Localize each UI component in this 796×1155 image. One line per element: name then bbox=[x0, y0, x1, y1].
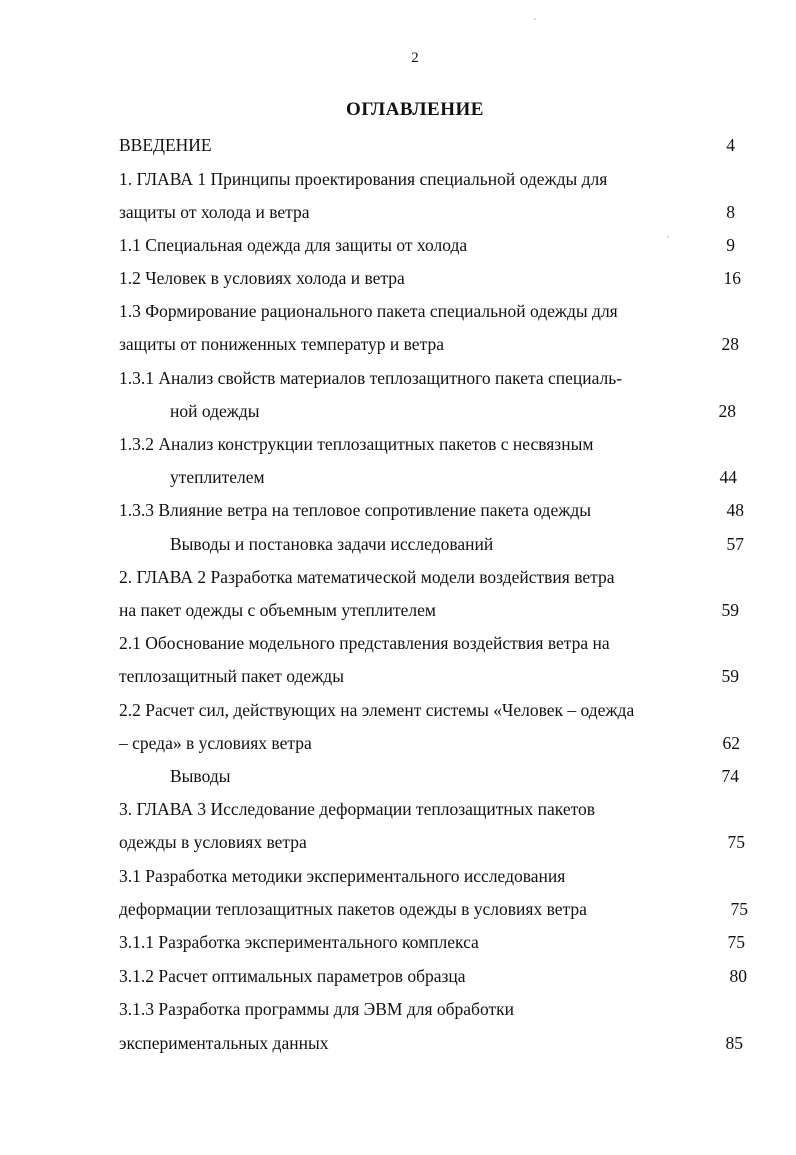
toc-entry-text: одежды в условиях ветра bbox=[119, 832, 307, 852]
toc-entry-text: 3.1.3 Разработка программы для ЭВМ для обработки bbox=[119, 999, 514, 1019]
toc-entry-page: 59 bbox=[721, 666, 739, 686]
toc-entry-page: 8 bbox=[726, 202, 735, 222]
toc-entry-text: ной одежды bbox=[170, 401, 260, 421]
toc-entry-text: 3. ГЛАВА 3 Исследование деформации теплозащитных пакетов bbox=[119, 799, 596, 819]
toc-entry-text: Выводы bbox=[170, 766, 231, 786]
toc-entry-text: ВВЕДЕНИЕ bbox=[119, 135, 212, 155]
toc-entry-page: 74 bbox=[721, 766, 739, 786]
toc-entry-text: 2.1 Обоснование модельного представления воздействия ветра на bbox=[119, 633, 610, 653]
toc-entry-page: 59 bbox=[721, 600, 739, 620]
toc-entry-page: 28 bbox=[721, 334, 739, 354]
toc-entry-page: 28 bbox=[718, 401, 736, 421]
toc-entry-text: 3.1.2 Расчет оптимальных параметров образца bbox=[119, 966, 466, 986]
toc-entry-text: 1.3.2 Анализ конструкции теплозащитных пакетов с несвязным bbox=[119, 434, 594, 454]
toc-entry-page: 9 bbox=[726, 235, 735, 255]
toc-entry-text: 2. ГЛАВА 2 Разработка математической модели воздействия ветра bbox=[119, 567, 615, 587]
toc-entry-text: на пакет одежды с объемным утеплителем bbox=[119, 600, 436, 620]
scan-speck bbox=[667, 236, 669, 238]
toc-entry-text: утеплителем bbox=[170, 467, 265, 487]
toc-entry-page: 80 bbox=[729, 966, 747, 986]
toc-entry-text: 3.1.1 Разработка экспериментального комплекса bbox=[119, 932, 479, 952]
toc-entry-text: деформации теплозащитных пакетов одежды в условиях ветра bbox=[119, 899, 587, 919]
toc-entry-text: Выводы и постановка задачи исследований bbox=[170, 534, 494, 554]
toc-entry-text: экспериментальных данных bbox=[119, 1033, 329, 1053]
toc-entry-page: 4 bbox=[726, 135, 735, 155]
toc-entry-text: – среда» в условиях ветра bbox=[119, 733, 312, 753]
toc-entry-text: 1.3.3 Влияние ветра на тепловое сопротивление пакета одежды bbox=[119, 500, 591, 520]
toc-entry-text: защиты от холода и ветра bbox=[119, 202, 310, 222]
toc-entry-page: 16 bbox=[723, 268, 741, 288]
toc-entry-text: теплозащитный пакет одежды bbox=[119, 666, 344, 686]
toc-entry-text: 1.3 Формирование рационального пакета специальной одежды для bbox=[119, 301, 618, 321]
page-number: 2 bbox=[411, 50, 419, 66]
toc-entry-page: 75 bbox=[727, 832, 745, 852]
scan-speck bbox=[534, 18, 536, 20]
toc-entry-page: 44 bbox=[719, 467, 737, 487]
toc-entry-text: защиты от пониженных температур и ветра bbox=[119, 334, 444, 354]
toc-entry-page: 48 bbox=[726, 500, 744, 520]
toc-entry-text: 1. ГЛАВА 1 Принципы проектирования специальной одежды для bbox=[119, 169, 608, 189]
toc-entry-page: 85 bbox=[725, 1033, 743, 1053]
toc-entry-text: 1.1 Специальная одежда для защиты от холода bbox=[119, 235, 468, 255]
toc-entry-page: 75 bbox=[727, 932, 745, 952]
page-title: ОГЛАВЛЕНИЕ bbox=[346, 99, 484, 120]
toc-entry-text: 1.2 Человек в условиях холода и ветра bbox=[119, 268, 405, 288]
toc-entry-text: 1.3.1 Анализ свойств материалов теплозащитного пакета специаль- bbox=[119, 368, 623, 388]
toc-entry-page: 57 bbox=[726, 534, 744, 554]
toc-entry-text: 2.2 Расчет сил, действующих на элемент системы «Человек – одежда bbox=[119, 700, 635, 720]
toc-entry-page: 75 bbox=[730, 899, 748, 919]
toc-entry-page: 62 bbox=[722, 733, 740, 753]
toc-entry-text: 3.1 Разработка методики экспериментального исследования bbox=[119, 866, 566, 886]
